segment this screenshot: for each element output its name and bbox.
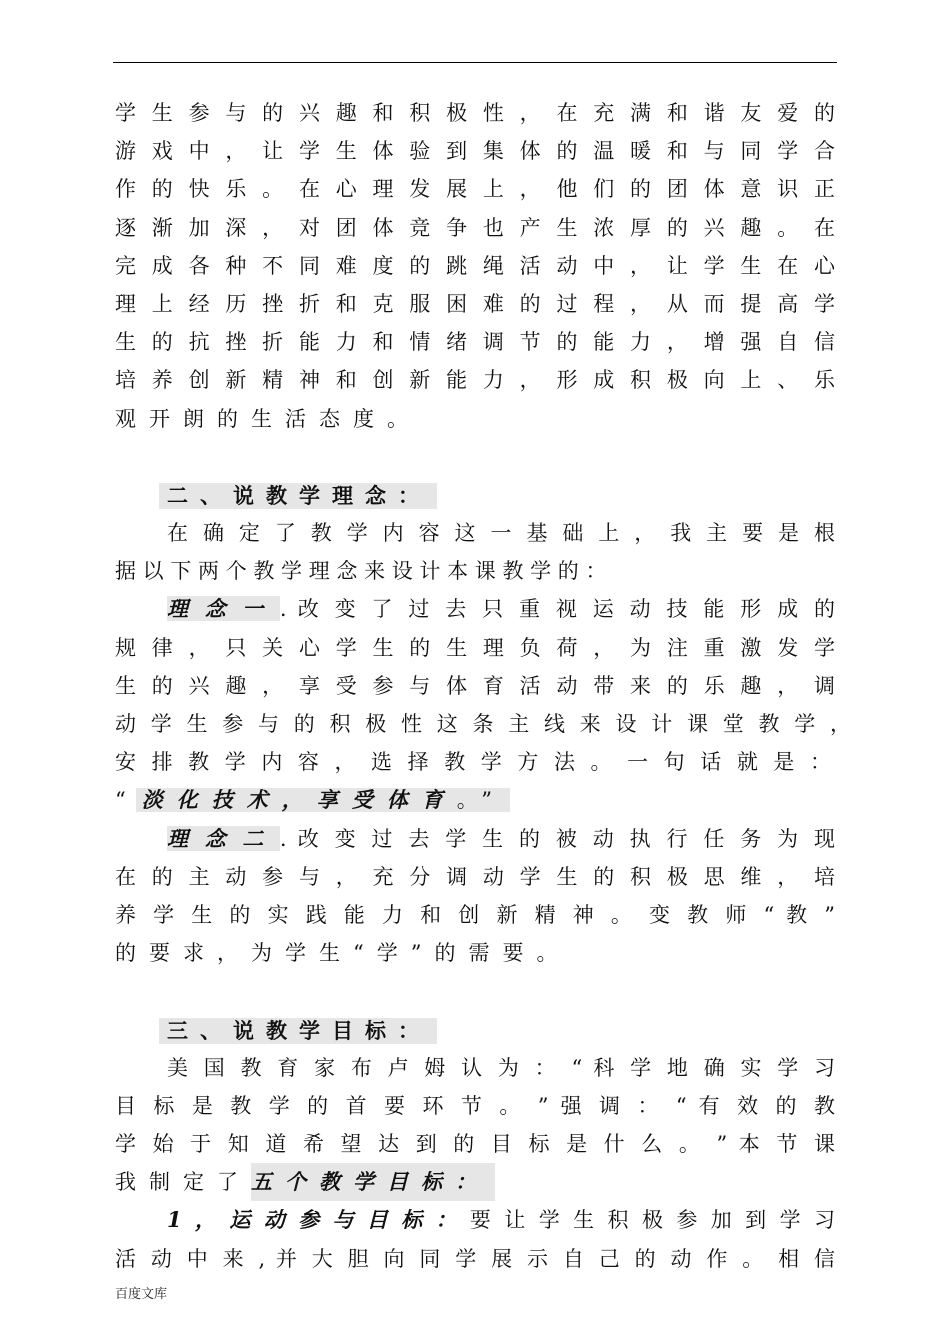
paragraph-line — [115, 514, 835, 552]
concept-1-motto-highlight — [136, 788, 510, 812]
section-heading-concepts — [115, 476, 835, 514]
text: 理 上 经 历 挫 折 和 克 服 困 难 的 过 程 ， 从 而 提 高 学 — [115, 291, 835, 316]
paragraph-line — [115, 858, 835, 896]
text: 学 生 参 与 的 兴 趣 和 积 极 性 ， 在 充 满 和 谐 友 爱 的 — [115, 101, 835, 125]
paragraph-line — [115, 1125, 835, 1163]
text: 动 学 生 参 与 的 积 极 性 这 条 主 线 来 设 计 课 堂 教 学 ， — [115, 712, 851, 736]
paragraph-line — [115, 1240, 835, 1278]
text: 我制定了 — [115, 1170, 251, 1195]
concept-1-motto-line — [115, 781, 835, 819]
paragraph-line — [115, 170, 835, 208]
goals-count-highlight: 五个教学目标： — [251, 1163, 495, 1201]
text: 生 的 兴 趣 ， 享 受 参 与 体 育 活 动 带 来 的 乐 趣 ， 调 — [115, 673, 835, 698]
concept-1-first-line — [115, 590, 835, 628]
text: 养 学 生 的 实 践 能 力 和 创 新 精 神 。 变 教 师 “ 教 ” — [115, 902, 835, 927]
text: 美 国 教 育 家 布 卢 姆 认 为 ： “ 科 学 地 确 实 学 习 — [167, 1055, 835, 1080]
text: 作 的 快 乐 。 在 心 理 发 展 上 ， 他 们 的 团 体 意 识 正 — [115, 177, 835, 202]
paragraph-line — [115, 934, 835, 972]
section-heading-goals — [115, 1011, 835, 1049]
goal-1-label: 1，运动参与目标： — [167, 1207, 470, 1233]
footer-source: 百度文库 — [115, 1287, 168, 1302]
quote-mark: “ — [115, 788, 126, 813]
text: 逐 渐 加 深 ， 对 团 体 竞 争 也 产 生 浓 厚 的 兴 趣 。 在 — [115, 215, 835, 240]
paragraph-line — [115, 629, 835, 667]
goal-1-first-line — [115, 1201, 835, 1239]
paragraph-line — [115, 1087, 835, 1125]
text: . 改 变 过 去 学 生 的 被 动 执 行 任 务 为 现 — [279, 826, 836, 851]
spacer — [115, 438, 835, 476]
text: 安 排 教 学 内 容 ， 选 择 教 学 方 法 。 一 句 话 就 是 ： — [115, 750, 831, 775]
document-body — [115, 94, 851, 1278]
concept-2-label: 理念二 — [167, 825, 280, 851]
text: 规 律 ， 只 关 心 学 生 的 生 理 负 荷 ， 为 注 重 激 发 学 — [115, 635, 835, 660]
text: 目 标 是 教 学 的 首 要 环 节 。 ” 强 调 ： “ 有 效 的 教 — [115, 1093, 835, 1118]
paragraph-line — [115, 1049, 835, 1087]
paragraph-line — [115, 743, 835, 781]
paragraph-line — [115, 132, 835, 170]
paragraph-line — [115, 209, 835, 247]
text: 活 动 中 来 , 并 大 胆 向 同 学 展 示 自 己 的 动 作 。 相 信 — [115, 1246, 835, 1271]
text: 在 确 定 了 教 学 内 容 这 一 基 础 上 ， 我 主 要 是 根 — [167, 521, 835, 546]
paragraph-line — [115, 400, 835, 438]
header-rule — [113, 62, 837, 63]
section-heading: 二、说教学理念： — [159, 483, 437, 509]
paragraph-line — [115, 361, 835, 399]
paragraph-line — [115, 94, 835, 132]
concept-1-motto: 淡化技术，享受体育 — [141, 787, 457, 813]
paragraph-line — [115, 896, 835, 934]
goals-count-line — [115, 1163, 835, 1201]
text: 的要求，为学生“学”的需要。 — [115, 941, 571, 966]
spacer — [115, 972, 835, 1010]
text: 生 的 抗 挫 折 能 力 和 情 绪 调 节 的 能 力 ， 增 强 自 信 — [115, 330, 835, 355]
text: 学 始 于 知 道 希 望 达 到 的 目 标 是 什 么 。 ” 本 节 课 — [115, 1132, 835, 1157]
text: 要 让 学 生 积 极 参 加 到 学 习 — [469, 1208, 835, 1233]
text: . 改 变 了 过 去 只 重 视 运 动 技 能 形 成 的 — [279, 597, 836, 622]
paragraph-line — [115, 247, 835, 285]
paragraph-line — [115, 285, 835, 323]
text: 据 以 下 两 个 教 学 理 念 来 设 计 本 课 教 学 的 ： — [115, 559, 607, 584]
quote-mark: 。” — [456, 788, 506, 813]
section-heading: 三、说教学目标： — [159, 1018, 437, 1044]
paragraph-line — [115, 552, 835, 590]
text: 培 养 创 新 精 神 和 创 新 能 力 ， 形 成 积 极 向 上 、 乐 — [115, 368, 835, 393]
text: 在 的 主 动 参 与 ， 充 分 调 动 学 生 的 积 极 思 维 ， 培 — [115, 864, 835, 889]
text: 游 戏 中 ， 让 学 生 体 验 到 集 体 的 温 暖 和 与 同 学 合 — [115, 139, 835, 164]
concept-2-first-line — [115, 820, 835, 858]
text: 完 成 各 种 不 同 难 度 的 跳 绳 活 动 中 ， 让 学 生 在 心 — [115, 253, 835, 278]
text: 观开朗的生活态度。 — [115, 406, 421, 431]
paragraph-line — [115, 667, 835, 705]
paragraph-line — [115, 323, 835, 361]
concept-1-label: 理念一 — [167, 596, 280, 622]
paragraph-line — [115, 705, 851, 743]
